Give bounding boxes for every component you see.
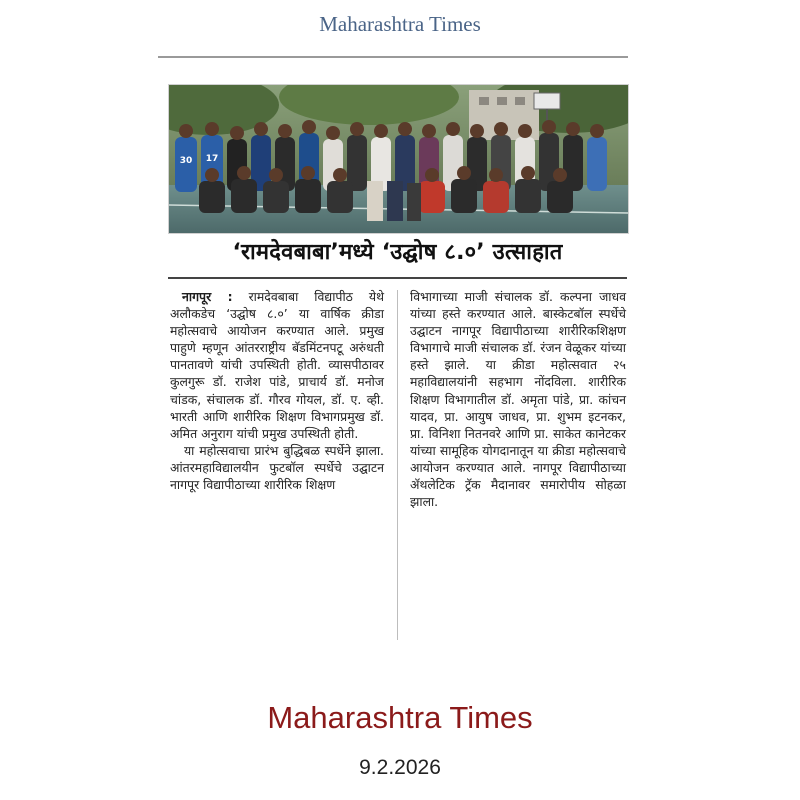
jersey-number: 30 bbox=[179, 156, 193, 166]
article-paragraph-continued: विभागाच्या माजी संचालक डॉ. कल्पना जाधव यांच्या हस्ते करण्यात आले. बास्केटबॉल स्पर्धेचे उद्घाटन नागपूर विद्यापीठाच्या शारीरिकशिक्षण विभागाचे माजी संचालक डॉ. रंजन वेळूकर यांच्या हस्ते झाले. या क्रीडा महोत्सवात २५ महाविद्यालयांनी सहभाग नोंदविला. शारीरिक शिक्षण विभागातील डॉ. अमृता पांडे, प्रा. कांचन यादव, प्रा. आयुष जाधव, प्रा. शुभम इटनकर, प्रा. विनिशा नितनवरे आणि प्रा. साकेत कानेटकर यांच्या सामूहिक योगदानातून या क्रीडा महोत्सवाचे आयोजन करण्यात आले. नागपूर विद्यापीठाच्या ॲथलेटिक ट्रॅक मैदानावर समारोपीय सोहळा झाला. bbox=[410, 289, 626, 510]
news-photo bbox=[168, 84, 629, 234]
team-group-photo bbox=[169, 85, 628, 233]
article-column-1 bbox=[170, 288, 384, 493]
jersey-number: 17 bbox=[205, 154, 219, 164]
footer-date: 9.2.2026 bbox=[359, 756, 441, 779]
masthead-title: Maharashtra Times bbox=[319, 12, 481, 36]
article-paragraph-2: या महोत्सवाचा प्रारंभ बुद्धिबळ स्पर्धेने झाला. आंतरमहाविद्यालयीन फुटबॉल स्पर्धेचे उद्घाटन नागपूर विद्यापीठाच्या शारीरिक शिक्षण bbox=[170, 442, 384, 493]
article-headline: ‘रामदेवबाबा’मध्ये ‘उद्घोष ८.०’ उत्साहात bbox=[232, 240, 563, 265]
footer-publication-title: Maharashtra Times bbox=[267, 700, 533, 735]
paragraph-text: रामदेवबाबा विद्यापीठ येथे अलौकडेच ‘उद्घोष ८.०’ या वार्षिक क्रीडा महोत्सवाचे आयोजन करण्यात आले. प्रमुख पाहुणे म्हणून आंतरराष्ट्रीय बॅडमिंटनपटू अरुंधती पानतावणे यांची उपस्थिती होती. व्यासपीठावर कुलगुरू डॉ. राजेश पांडे, प्राचार्य डॉ. मनोज चांडक, संचालक डॉ. गौरव गोयल, डॉ. ए. व्ही. भारती आणि शारीरिक शिक्षण विभागप्रमुख डॉ. अमित अनुराग यांची प्रमुख उपस्थिती होती. bbox=[170, 289, 384, 441]
dateline: नागपूर : bbox=[182, 289, 233, 304]
masthead-rule bbox=[158, 56, 628, 58]
headline-rule bbox=[168, 277, 627, 279]
column-divider bbox=[397, 290, 398, 640]
article-paragraph-1 bbox=[170, 288, 384, 442]
article-column-2 bbox=[410, 288, 626, 510]
